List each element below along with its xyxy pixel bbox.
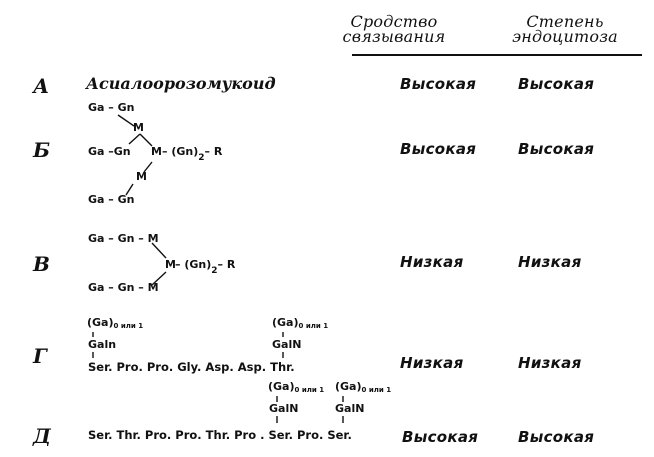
g-sugar-2-top <box>272 316 328 330</box>
v-mannose-center: M <box>165 258 176 271</box>
row-v-endocytosis: Низкая <box>518 253 582 271</box>
g-sugar-2-sub: 0 или 1 <box>298 322 329 330</box>
row-g-endocytosis: Низкая <box>518 354 582 372</box>
v-bottom-branch: Ga – Gn – M <box>88 281 159 294</box>
g-sugar-1-sub: 0 или 1 <box>113 322 144 330</box>
row-d-endocytosis: Высокая <box>518 428 595 446</box>
row-letter-b: Б <box>33 138 51 162</box>
v-tail-r: – R <box>217 258 236 271</box>
d-peptide-chain: Ser. Thr. Pro. Pro. Thr. Pro . Ser. Pro. Ser. <box>88 428 352 442</box>
row-d-affinity: Высокая <box>402 428 479 446</box>
row-letter-v: В <box>33 252 50 276</box>
d-sugar-1-ga: (Ga) <box>268 380 295 393</box>
b-mannose-1: M <box>133 121 144 134</box>
b-mannose-2: M <box>136 170 147 183</box>
row-letter-a: А <box>33 74 50 98</box>
asialoorosomucoid-label: Асиалоорозомукоид <box>86 74 276 93</box>
g-sugar-1-ga: (Ga) <box>87 316 114 329</box>
v-tail-gn: – (Gn) <box>175 258 212 271</box>
b-tail-r: – R <box>204 145 223 158</box>
row-b-endocytosis: Высокая <box>518 140 595 158</box>
header-affinity-line2: связывания <box>342 27 446 46</box>
g-sugar-2-base: GalN <box>272 338 302 351</box>
row-b-affinity: Высокая <box>400 140 477 158</box>
b-tail-sub: 2 <box>198 153 205 163</box>
d-sugar-2-top <box>335 380 391 394</box>
b-mannose-center: M <box>151 145 162 158</box>
header-affinity-line1: Сродство <box>350 12 438 31</box>
d-sugar-2-ga: (Ga) <box>335 380 362 393</box>
row-letter-d: Д <box>33 424 51 448</box>
d-sugar-1-base: GalN <box>269 402 299 415</box>
g-peptide-chain: Ser. Pro. Pro. Gly. Asp. Asp. Thr. <box>88 360 295 374</box>
d-sugar-2-base: GalN <box>335 402 365 415</box>
header-endocytosis-line2: эндоцитоза <box>512 27 618 46</box>
header-endocytosis-line1: Степень <box>526 12 604 31</box>
b-tail <box>162 145 222 163</box>
v-tail <box>175 258 235 276</box>
v-top-branch: Ga – Gn – M <box>88 232 159 245</box>
d-sugar-1-sub: 0 или 1 <box>294 386 325 394</box>
row-a-affinity: Высокая <box>400 75 477 93</box>
v-tail-sub: 2 <box>211 266 218 276</box>
row-v-affinity: Низкая <box>400 253 464 271</box>
row-g-affinity: Низкая <box>400 354 464 372</box>
b-middle-branch: Ga –Gn <box>88 145 131 158</box>
b-tail-gn: – (Gn) <box>162 145 199 158</box>
g-sugar-1-top <box>87 316 143 330</box>
row-a-endocytosis: Высокая <box>518 75 595 93</box>
g-sugar-1-base: Galn <box>88 338 117 351</box>
d-sugar-1-top <box>268 380 324 394</box>
b-bottom-branch: Ga – Gn <box>88 193 135 206</box>
g-sugar-2-ga: (Ga) <box>272 316 299 329</box>
row-letter-g: Г <box>33 344 47 368</box>
b-top-branch: Ga – Gn <box>88 101 135 114</box>
d-sugar-2-sub: 0 или 1 <box>361 386 392 394</box>
